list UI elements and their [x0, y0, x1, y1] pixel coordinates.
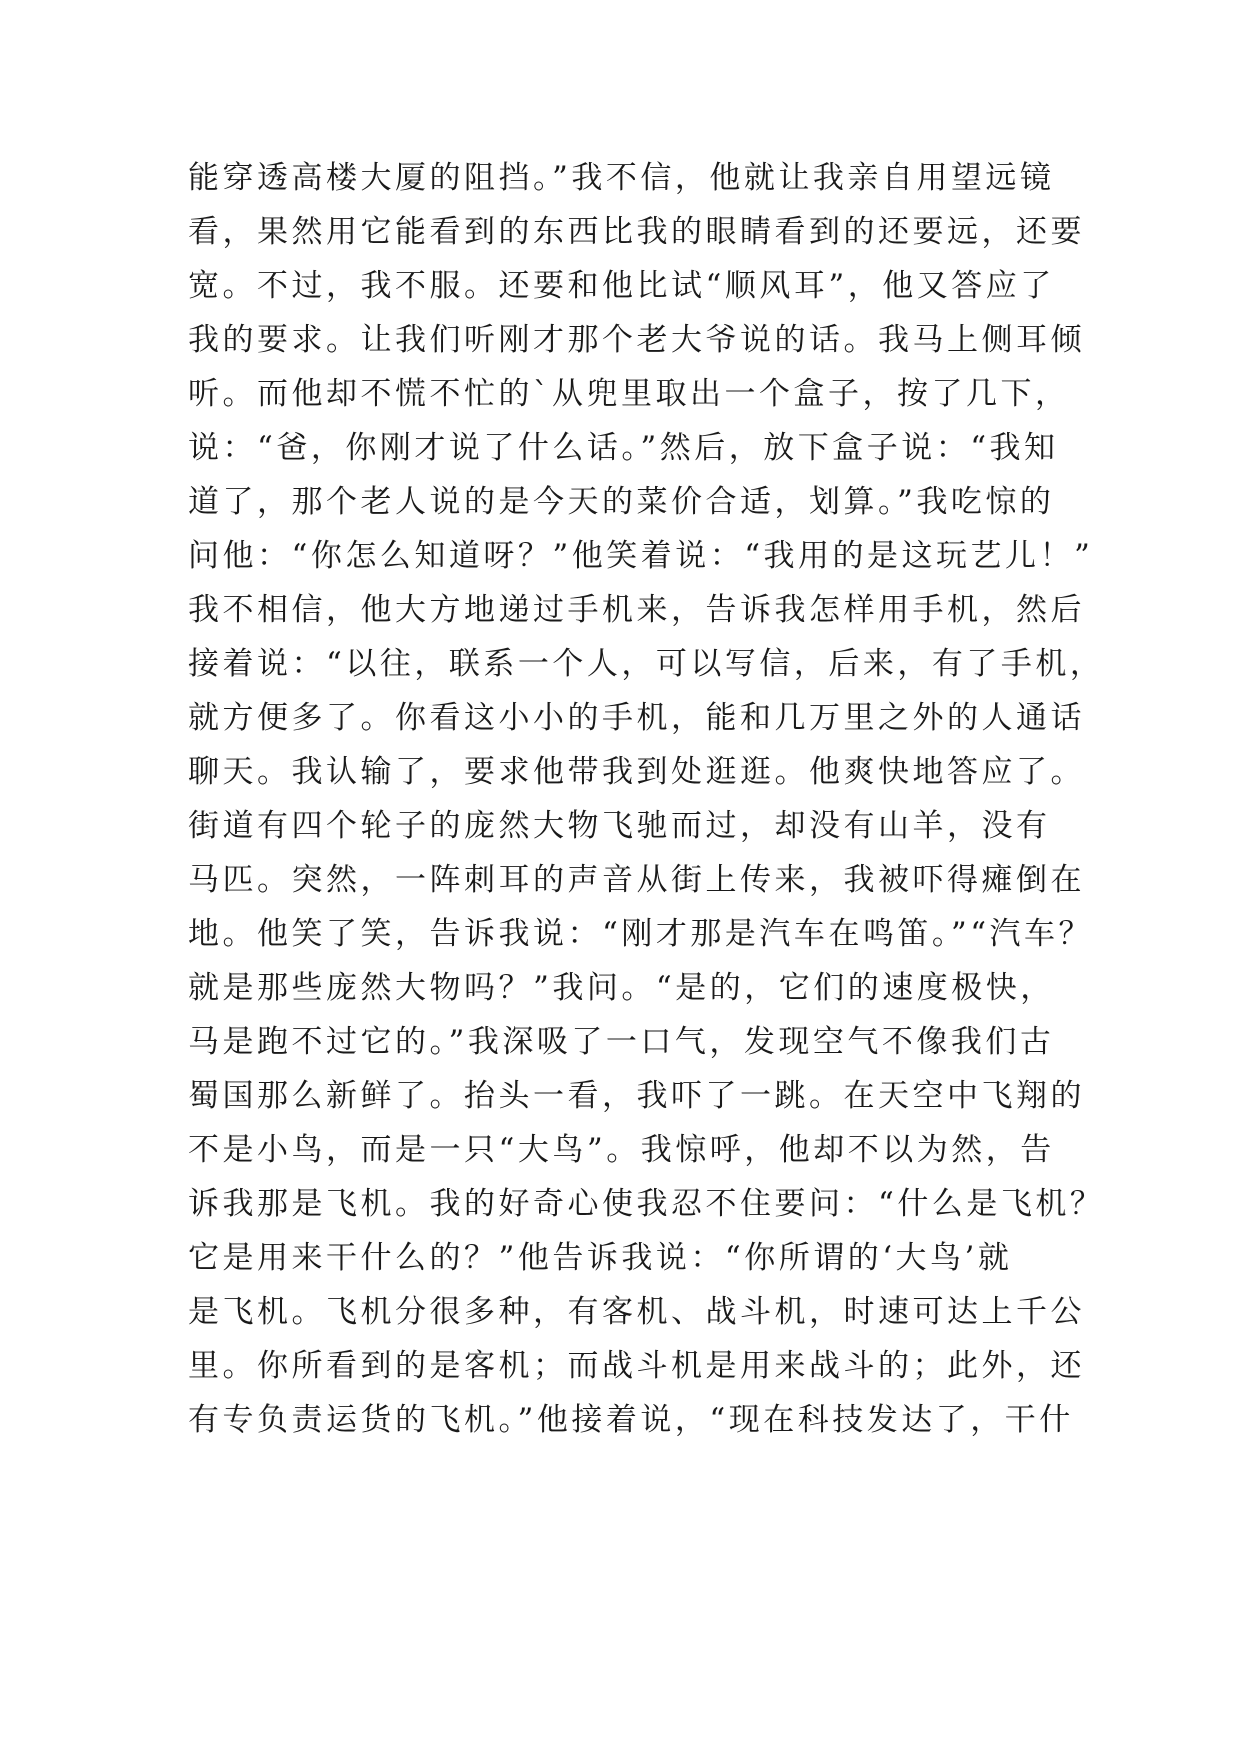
text-line: 看，果然用它能看到的东西比我的眼睛看到的还要远，还要 — [188, 214, 1085, 250]
text-line: 街道有四个轮子的庞然大物飞驰而过，却没有山羊，没有 — [188, 808, 1051, 844]
text-line: 就是那些庞然大物吗？”我问。“是的，它们的速度极快， — [188, 970, 1055, 1006]
text-line: 不是小鸟，而是一只“大鸟”。我惊呼，他却不以为然，告 — [188, 1132, 1055, 1168]
text-line: 问他：“你怎么知道呀？”他笑着说：“我用的是这玩艺儿！” — [188, 538, 1094, 574]
text-line: 我的要求。让我们听刚才那个老大爷说的话。我马上侧耳倾 — [188, 322, 1085, 358]
text-line: 我不相信，他大方地递过手机来，告诉我怎样用手机，然后 — [188, 592, 1085, 628]
text-line: 聊天。我认输了，要求他带我到处逛逛。他爽快地答应了。 — [188, 754, 1085, 790]
text-line: 它是用来干什么的？”他告诉我说：“你所谓的‘大鸟’就 — [188, 1240, 1013, 1276]
text-line: 接着说：“以往，联系一个人，可以写信，后来，有了手机， — [188, 646, 1105, 682]
text-line: 马匹。突然，一阵刺耳的声音从街上传来，我被吓得瘫倒在 — [188, 862, 1085, 898]
text-line: 马是跑不过它的。”我深吸了一口气，发现空气不像我们古 — [188, 1024, 1055, 1060]
text-line: 有专负责运货的飞机。”他接着说，“现在科技发达了，干什 — [188, 1402, 1074, 1438]
text-line: 地。他笑了笑，告诉我说：“刚才那是汽车在鸣笛。”“汽车？ — [188, 916, 1094, 952]
text-line: 宽。不过，我不服。还要和他比试“顺风耳”，他又答应了 — [188, 268, 1055, 304]
text-line: 就方便多了。你看这小小的手机，能和几万里之外的人通话 — [188, 700, 1085, 736]
text-line: 是飞机。飞机分很多种，有客机、战斗机，时速可达上千公 — [188, 1294, 1085, 1330]
text-line: 说：“爸，你刚才说了什么话。”然后，放下盒子说：“我知 — [188, 430, 1059, 466]
text-line: 听。而他却不慌不忙的`从兜里取出一个盒子，按了几下， — [188, 376, 1070, 412]
text-line: 道了，那个老人说的是今天的菜价合适，划算。”我吃惊的 — [188, 484, 1055, 520]
text-line: 蜀国那么新鲜了。抬头一看，我吓了一跳。在天空中飞翔的 — [188, 1078, 1085, 1114]
text-line: 里。你所看到的是客机；而战斗机是用来战斗的；此外，还 — [188, 1348, 1085, 1384]
text-line: 诉我那是飞机。我的好奇心使我忍不住要问：“什么是飞机？ — [188, 1186, 1105, 1222]
text-line: 能穿透高楼大厦的阻挡。”我不信，他就让我亲自用望远镜 — [188, 160, 1055, 196]
